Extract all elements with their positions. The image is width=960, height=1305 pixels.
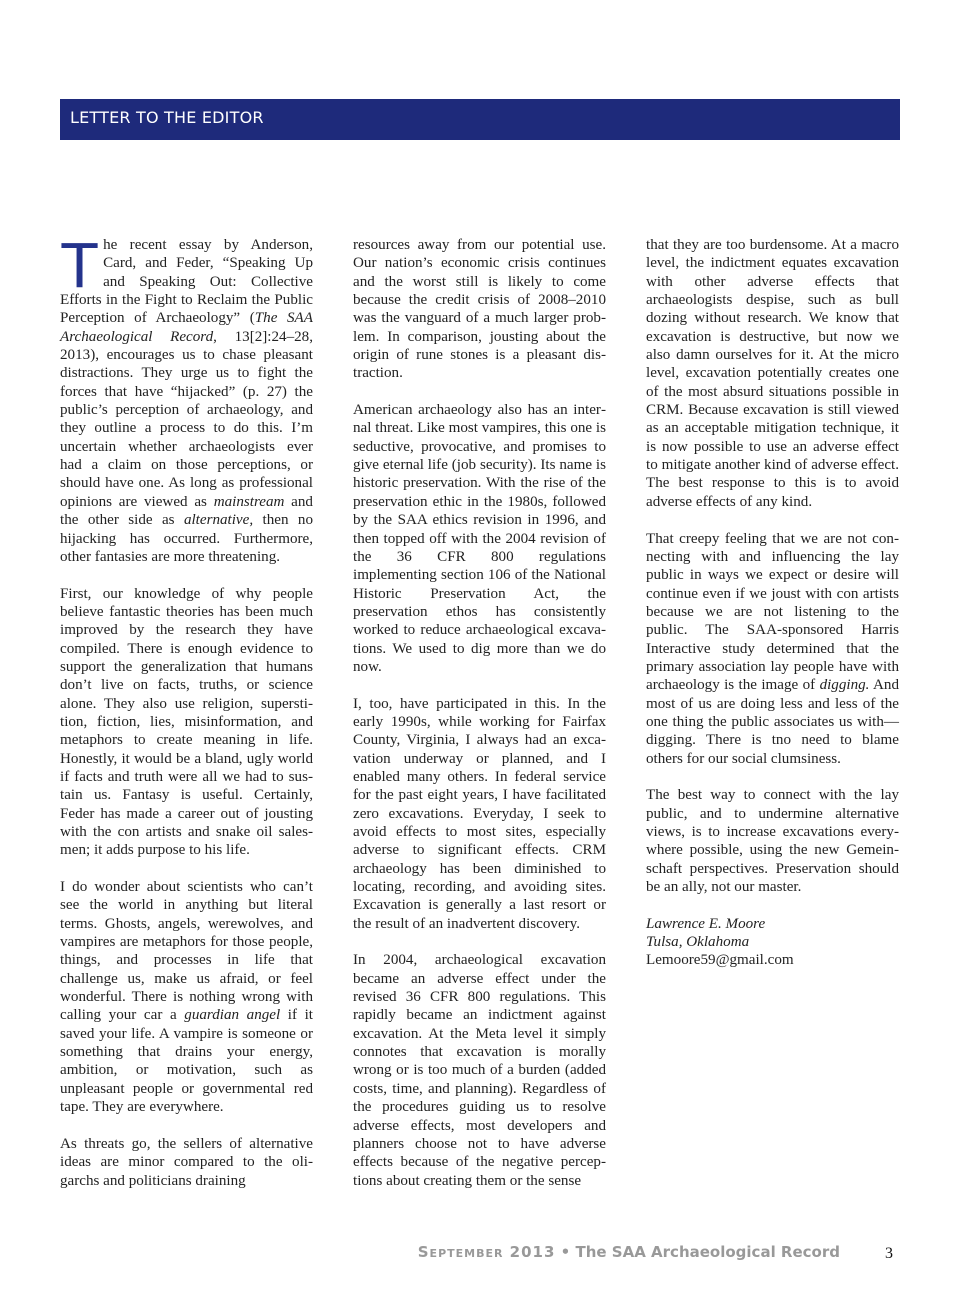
section-label: LETTER TO THE EDITOR bbox=[70, 108, 264, 127]
drop-cap: T bbox=[60, 229, 100, 301]
text-run: and the other side as bbox=[60, 493, 313, 529]
publication-name: The SAA Archaeological Record bbox=[575, 1243, 840, 1261]
emphasis: mainstream bbox=[213, 493, 285, 510]
page-number: 3 bbox=[885, 1245, 893, 1262]
text-run: And most of us are doing less and less of the one thing the public associates us with—digging. There is tno need to blame others for our social clumsiness. bbox=[646, 677, 899, 767]
paragraph: As threats go, the sellers of alternative ideas are minor compared to the oligarchs and politicians draining bbox=[60, 1135, 313, 1189]
paragraph: I, too, have participated in this. In the early 1990s, while working for Fairfax County, Virginia, I always had an excavation underway or planned, and I enabled many others. In federal service for the past eight years, I have facilitated zero excavations. Everyday, I seek to avoid effects to most sites, especially adverse to significant effects. CRM archaeology has been diminished to locating, recording, and avoiding sites. Excavation is generally a last resort or the result of an inadvertent discovery. bbox=[353, 695, 606, 932]
journal-title: The SAA Archaeological Record bbox=[60, 310, 313, 345]
emphasis: guardian angel bbox=[184, 1007, 281, 1024]
author-location: Tulsa, Oklahoma bbox=[646, 934, 750, 951]
page-footer bbox=[418, 1243, 840, 1261]
issue-date: September 2013 bbox=[417, 1243, 556, 1261]
article-column-3 bbox=[646, 236, 899, 970]
paragraph: The best way to connect with the lay public, and to undermine alternative views, is to increase excavations everywhere possible, using the new Gemeinschaft perspectives. Preservation should be an ally, not our master. bbox=[646, 787, 899, 896]
text-run: I do wonder about scientists who can’t see the world in anything but literal terms. Ghosts, angels, werewolves, and vampires are metaphors for those people, things, and processes in life that challenge us, make us afraid, or feel wonderful. There is nothing wrong with calling your car a bbox=[60, 879, 313, 1024]
paragraph: American archaeology also has an internal threat. Like most vampires, this one is seductive, provocative, and promises to give eternal life (job security). Its name is historic preservation. With the rise of the preservation ethic in the 1980s, followed by the SAA ethics revision in 1996, and then topped off with the 2004 revision of the 36 CFR 800 regulations implementing section 106 of the National Historic Preservation Act, the preservation ethos has consistently worked to reduce archaeological excavations. We used to dig more than we do now. bbox=[353, 402, 606, 675]
paragraph: In 2004, archaeological excavation became an adverse effect under the revised 36 CFR 800 regulations. This rapidly became an indictment against excavation. At the Meta level it simply connotes that excavation is morally wrong or is too much of a burden (added costs, time, and planning). Regardless of the procedures guiding us to resolve adverse effects, most developers and planners choose not to have adverse effects because of the negative perceptions about creating them or the sense bbox=[353, 952, 606, 1189]
paragraph: resources away from our potential use. Our nation’s economic crisis continues and the worst still is likely to come because the credit crisis of 2008–2010 was the vanguard of a much larger problem. In comparison, jousting about the origin of rune stones is a pleasant distraction. bbox=[353, 237, 606, 382]
footer-separator: • bbox=[560, 1243, 571, 1261]
paragraph bbox=[60, 878, 313, 1116]
text-run: he recent essay by Anderson, Card, and Feder, “Speaking Up and Speaking Out: Collective Efforts in the Fight to Reclaim the Public Perception of Archaeology” ( bbox=[60, 237, 313, 327]
paragraph: First, our knowledge of why people believe fantastic theories has been much improved by the research they have compiled. There is enough evidence to support the generalization that humans don’t live on facts, truths, or science alone. They also use religion, superstition, fiction, lies, misinformation, and metaphors to create meaning in life. Honestly, it would be a bland, ugly world if facts and truth were all we had to sustain us. Fantasy is useful. Certainly, Feder has made a career out of jousting with the con artists and snake oil salesmen; it adds purpose to his life. bbox=[60, 585, 313, 859]
text-run: That creepy feeling that we are not connecting with and influencing the lay public in ways we expect or desire will continue even if we joust with con artists because we are not listening to the public. The SAA-sponsored Harris Interactive study determined that the primary association lay people have with archaeology is the image of bbox=[646, 530, 899, 694]
paragraph bbox=[60, 229, 313, 566]
paragraph bbox=[646, 530, 899, 768]
paragraph: that they are too burdensome. At a macro level, the indictment equates excavation with other adverse effects that archaeologists despise, such as bull dozing without research. We know that excavation is destructive, but now we also damn ourselves for it. At the micro level, excavation potentially creates one of the most absurd situations possible in CRM. Because excavation is still viewed as an acceptable mitigation technique, it is now possible to use an adverse effect to mitigate another kind of adverse effect. The best response to this is to avoid adverse effects of any kind. bbox=[646, 237, 899, 510]
author-name: Lawrence E. Moore bbox=[646, 915, 766, 932]
author-email: Lemoore59@gmail.com bbox=[646, 952, 794, 969]
section-banner bbox=[60, 99, 900, 140]
article-column-2 bbox=[353, 236, 606, 1208]
text-run: , 13[2]:24–28, 2013), encourages us to chase pleasant distractions. They urge us to fight the forces that have “hijacked” (p. 27) the public’s perception of archaeology, and they outline a process to do this. I’m uncertain whether archaeologists ever had a claim on those perceptions, or should have one. As long as professional opinions are viewed as bbox=[60, 328, 313, 510]
text-run: if it saved your life. A vampire is someone or something that drains your energy, ambition, or motivation, such as unpleasant people or governmental red tape. They are everywhere. bbox=[60, 1007, 313, 1116]
text-run: then no hijacking has occurred. Furthermore, other fantasies are more threatening. bbox=[60, 512, 313, 565]
article-column-1 bbox=[60, 229, 313, 1208]
emphasis: alternative, bbox=[183, 512, 254, 529]
emphasis: digging. bbox=[819, 677, 870, 694]
signature-block bbox=[646, 915, 899, 970]
